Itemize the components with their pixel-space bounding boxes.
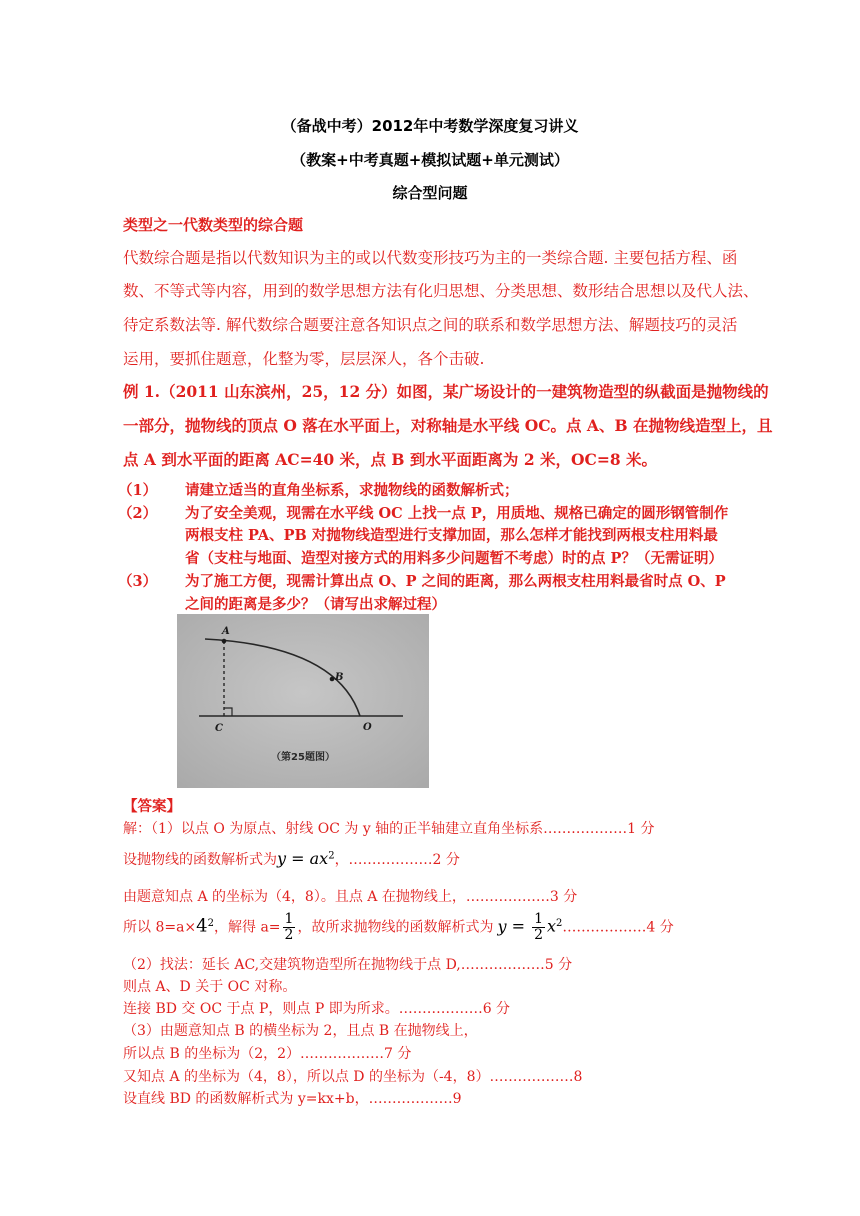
answer-line: （3）由题意知点 B 的横坐标为 2，且点 B 在抛物线上， <box>123 1023 478 1039</box>
answer-line: （2）找法：延长 AC,交建筑物造型所在抛物线于点 D,………………5 分 <box>123 957 573 973</box>
answer-line: 所以点 B 的坐标为（2，2）………………7 分 <box>123 1046 412 1062</box>
answer-text: ，解得 a= <box>214 919 281 936</box>
intro-line: 运用，要抓住题意，化整为零，层层深人，各个击破. <box>123 350 485 368</box>
label-b: B <box>335 672 344 683</box>
topic-title: 综合型问题 <box>392 184 468 202</box>
answer-line: 又知点 A 的坐标为（4，8），所以点 D 的坐标为（-4，8）………………8 <box>123 1069 583 1085</box>
question-number: （3） <box>118 573 158 590</box>
answer-line: 所以 $8=a\times 4^2$，解得 a= $\frac{1}{2}$ ，故所求抛物线的函数解析式为 y = $\frac{1}{2}$ $x^2\dots\dots\dots\dots\dots\dots 4$ 分 <box>123 911 674 943</box>
answer-line: 设抛物线的函数解析式为$y = ax^2$，………………2 分 <box>123 849 460 868</box>
fraction-one-half: $\frac{1}{2}$ <box>534 911 543 943</box>
label-c: C <box>215 723 223 734</box>
question-text: 省（支柱与地面、造型对接方式的用料多少问题暂不考虑）时的点 P？（无需证明） <box>185 550 723 567</box>
answer-text: ，故所求抛物线的函数解析式为 <box>297 919 494 936</box>
figure-caption: （第25题图） <box>271 752 335 763</box>
answer-line: 设直线 BD 的函数解析式为 y=kx+b，………………9 <box>123 1091 462 1107</box>
doc-subtitle: （教案+中考真题+模拟试题+单元测试） <box>291 151 569 169</box>
example-line: 点 A 到水平面的距离 AC=40 米，点 B 到水平面距离为 2 米，OC=8 米。 <box>123 450 658 469</box>
question-text: 两根支柱 PA、PB 对抛物线造型进行支撑加固，那么怎样才能找到两根支柱用料最 <box>185 527 718 544</box>
label-o: O <box>363 722 372 733</box>
answer-text: ………………4 分 <box>562 919 674 936</box>
question-text: 之间的距离是多少？（请写出求解过程） <box>185 596 446 613</box>
point-b <box>330 677 335 682</box>
figure-photo <box>177 614 429 788</box>
formula-y-ax2: y <box>277 849 287 868</box>
answer-line: 解：（1）以点 O 为原点、射线 OC 为 y 轴的正半轴建立直角坐标系………………1 分 <box>123 821 655 837</box>
question-text: 为了安全美观，现需在水平线 OC 上找一点 P，用质地、规格已确定的圆形钢管制作 <box>185 505 729 522</box>
question-number: （1） <box>118 482 158 499</box>
intro-line: 待定系数法等. 解代数综合题要注意各知识点之间的联系和数学思想方法、解题技巧的灵活 <box>123 316 738 334</box>
answer-line: 连接 BD 交 OC 于点 P，则点 P 即为所求。………………6 分 <box>123 1001 511 1017</box>
answer-text: 所以 8=a× <box>123 919 197 936</box>
answer-text: 设抛物线的函数解析式为 <box>123 852 277 868</box>
point-a <box>222 639 227 644</box>
answer-line: 则点 A、D 关于 OC 对称。 <box>123 979 297 995</box>
section-title: 类型之一代数类型的综合题 <box>123 216 304 234</box>
doc-title: （备战中考）2012年中考数学深度复习讲义 <box>281 117 579 135</box>
label-a: A <box>222 626 230 637</box>
question-text: 为了施工方便，现需计算出点 O、P 之间的距离，那么两根支柱用料最省时点 O、P <box>185 573 726 590</box>
fraction-one-half: $\frac{1}{2}$ <box>284 911 294 943</box>
answer-tag: 【答案】 <box>123 799 181 815</box>
answer-text: ，………………2 分 <box>334 852 460 868</box>
intro-line: 代数综合题是指以代数知识为主的或以代数变形技巧为主的一类综合题. 主要包括方程、函 <box>123 249 738 267</box>
answer-line: 由题意知点 A 的坐标为（4，8）。且点 A 在抛物线上，………………3 分 <box>123 889 578 905</box>
example-line: 一部分，抛物线的顶点 O 落在水平面上，对称轴是水平线 OC。点 A、B 在抛物线造型上，且 <box>123 416 773 435</box>
question-text: 请建立适当的直角坐标系，求抛物线的函数解析式； <box>185 482 519 499</box>
intro-line: 数、不等式等内容，用到的数学思想方法有化归思想、分类思想、数形结合思想以及代人法、 <box>123 282 759 300</box>
question-number: （2） <box>118 505 158 522</box>
parabola-figure <box>177 614 429 788</box>
example-line: 例 1.（2011 山东滨州，25，12 分）如图，某广场设计的一建筑物造型的纵截面是抛物线的 <box>123 382 769 401</box>
